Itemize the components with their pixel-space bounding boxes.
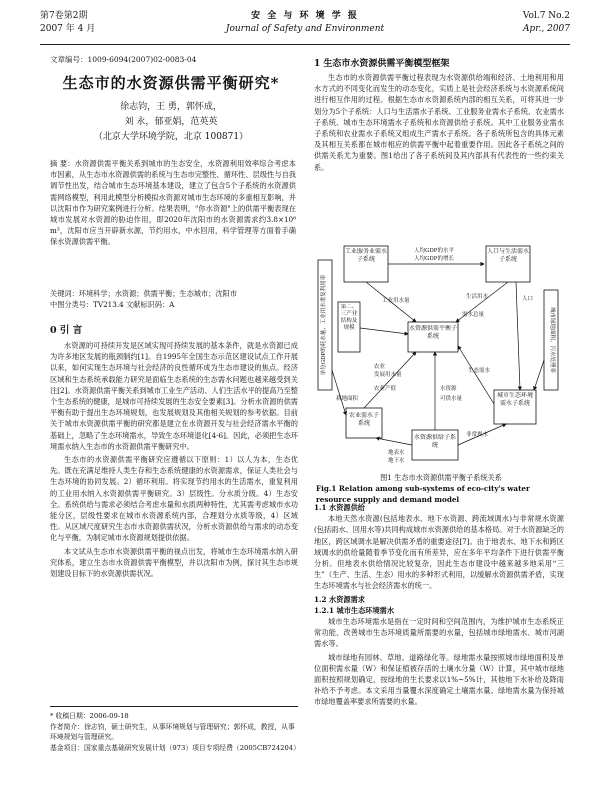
ecology-label-wrap (495, 392, 535, 422)
footnote-author: 作者简介：徐志钧，硕士研究生，从事环境规划与管理研究；郭怀成，教授，从事环境规划与管理研究。 (50, 722, 295, 742)
supply-label-wrap (413, 434, 457, 458)
section-1-2-1-heading: 1.2.1 城市生态环境需水 (314, 605, 395, 615)
classification: 中图分类号：TV213.4 文献标识码：A (50, 300, 175, 310)
relation-label: 农业 (374, 364, 386, 370)
balance-label: 水资源供需平衡子系统 (409, 325, 457, 340)
right-vertical-label: 城市绿地面积、污水处理率 (549, 306, 555, 374)
section-1-1-body (314, 502, 564, 710)
relation-label: 地下水 (388, 458, 405, 464)
abstract: 摘 要：水资源供需平衡关系到城市的生态安全，水资源利用效率综合考虑本市因素，从生态市水资源供需的系统与生态市完整性、循环性、层级性与自我调节性出发，结合城市生态环境基本建设，建立了包含5个子系统的水资源供需网络模型，利用此模型分析模拟水资源对城市生态环境的多重相互影响，并以沈阳市作为研究案例进行分析。结果表明，"你水资源"上的供需平衡表现在城市发展对水资源的胁迫作用，即2020年沈阳市的水资源需求约3.8×10⁸ m³，沈阳市应当开辟新水源，节约用水，中水回用，科学管理等方面着手确保水资源供需平衡。 (50, 159, 296, 247)
intro-paragraph: 生态市的水资源供需平衡研究应遵循以下原则：1）以人为本，生态优先。既在充满足维持人类生存和生态系统健康的水资源需求，保证人类社会与生态环境的协同发展。2）循环利用。将实现节约用水的生活需水，重复利用的工业用水纳入水资源供需平衡研究。3）层级性。分水质分级。4）生态安全。系统供给与需求必须结合考虑水量和水质两种特性，尤其需考虑城市水功能分区，层级性要求在城市水资源系统内部，合理划分水质等级，4）区域性。从区域尺度研究生态市水资源供需状况，分析水资源供给与需求的动态变化与平衡，为制定城市水资源规划提供依据。 (50, 455, 298, 543)
relation-label: 耕地面积 (336, 396, 359, 402)
population-label: 人口与生活需水子系统 (487, 248, 529, 263)
figure-caption-cn: 图1 生态市水资源供需平衡子系统关系 (380, 473, 502, 482)
figure-caption-en: Fig.1 Relation among sub-systems of eco-city's water resource supply and demand model (316, 484, 530, 504)
running-header (40, 8, 570, 45)
journal-name-cn: 安 全 与 环 境 学 报 (251, 11, 359, 21)
arrow (516, 282, 520, 390)
left-vertical-label: 单位GDP的耗水量、工业用水重复利用率 (321, 274, 327, 376)
relation-label: 人均GDP的水平 (414, 248, 455, 254)
authors-line-1: 徐志钧，王 勇，郭怀成， (120, 102, 222, 112)
volume-issue: 第7卷第2期 (40, 11, 88, 21)
section-introduction-heading: 0 引 言 (50, 325, 83, 336)
section-1-2-1-paragraph: 城市生态环境需水是指在一定时间和空间范围内，为维护城市生态系统正常功能、改善城市生态环境质量所需要的水量，包括城市绿地需水、城市河湖需水等。 (314, 617, 564, 649)
footnote-fund: 基金项目：国家重点基础研究发展计划（973）项目专项经费（2005CB724204） (50, 743, 300, 752)
header-right (523, 10, 570, 36)
publication-date: 2007 年 4 月 (40, 24, 96, 34)
relation-label: 人口 (522, 296, 534, 302)
section-1-2-heading: 1.2 水资源需求 (314, 594, 365, 604)
intro-paragraph: 本文试从生态市水资源供需平衡的视点出发，将城市生态环境需水纳入研究体系，建立生态市水资源供需平衡模型，并以沈阳市为例，探讨其生态市规划建设目标下的水资源供需状况。 (50, 546, 298, 579)
authors-line-2: 刘 永，郁亚娟，范英英 (124, 117, 218, 127)
ecology-label: 城市生态环境需水子系统 (496, 392, 533, 407)
industry-label: 工业服务业需水子系统 (345, 248, 387, 263)
relation-label: 需水总量 (462, 312, 485, 318)
figure-caption (316, 472, 566, 505)
production-label: 第二、三产业结构及规模 (340, 304, 358, 331)
relation-label: 地表水 (388, 450, 405, 456)
intro-paragraph: 水资源的可持续开发是区域实现可持续发展的基本条件，就是水资源已成为许多地区发展的瓶颈制约[1]。自1995年全国生态示范区建设试点工作开展以来，如何实现生态环境与社会经济的良性循环成为生态市建设的焦点。经济区域和生态系统承载能力研究是面临生态系统的生态需水问题也越来越受到关注[2]。水资源供需平衡关系到城市工业生产活动、人们生活水平的提高乃至整个生态系统的健康，是城市可持续发展的生态安全要素[3]。分析水资源的供需平衡有助于提出生态环境规划，也发展规划及其他相关规划的参考依据。目前关于城市水资源供需平衡的研究都是建立在水资源开发与社会经济需水平衡的基础上，忽略了生态环境需水，导致生态环境退化[4-6]。因此，必须把生态环境需水纳入生态市的水资源供需平衡研究中。 (50, 341, 298, 451)
journal-name-en: Journal of Safety and Environment (225, 24, 385, 34)
author-block (44, 100, 298, 145)
keyword-block (50, 288, 296, 310)
relation-label: 生态需水 (468, 368, 491, 374)
arrow (360, 328, 408, 334)
arrow (364, 352, 416, 408)
section-1-heading: 1 生态市水资源供需平衡模型框架 (314, 59, 450, 69)
arrow (458, 346, 494, 404)
date-en: Apr., 2007 (522, 24, 570, 34)
section-1-1-paragraph: 本地天然水资源(包括地表水、地下水资源、跨流域调水)与非常规水资源(包括雨水、回用水等)共同构成城市水资源供给的基本格局。对于水资源缺乏的地区，跨区域调水是解决供需矛盾的重要途径[7]。由于地表水、地下水和跨区域调水的供给量随着季节变化而有所差异，应在多年平均条件下进行供需平衡分析。但地表水供给情况比较复杂，因此生态市建设中越来越多地采用“三生”（生产、生活、生态）用水的多种形式利用，以缓解水资源供需矛盾，实现生态环境需水与社会经济需水的统一。 (314, 514, 564, 591)
section-1-body (314, 72, 564, 175)
relation-label: 农业产值 (374, 386, 397, 392)
footnote-received: * 收稿日期：2006-09-18 (50, 712, 129, 720)
arrow (376, 438, 412, 445)
relation-label: 生活用水 (466, 294, 489, 300)
agriculture-label-wrap (347, 412, 381, 436)
affiliation: （北京大学环境学院，北京 100871） (93, 132, 249, 142)
introduction-body (50, 340, 298, 581)
relation-label: 非常规水 (466, 432, 489, 438)
figure-1-diagram (316, 240, 560, 470)
arrow (534, 360, 544, 390)
industry-label-wrap (345, 248, 387, 280)
footnote (50, 706, 298, 753)
relation-label: 水资源 (440, 386, 457, 392)
keywords: 关键词：环境科学；水资源；供需平衡；生态城市；沈阳市 (50, 289, 237, 298)
relation-label: 可供水量 (440, 396, 463, 402)
section-1-2-1-paragraph: 城市绿地有园林、草地、道路绿化等。绿地需水量按照城市绿地面积及单位面积需水量（W）和保证植被存活的土壤水分量（W）计算，其中城市绿地面积按照规划确定，按绿地的生长要求以1%~5%计，其他地下水补给及降雨补给不予考虑。本文采用当量覆水深度确定土壤需水量。绿地需水量为保持城市绿地覆盖率要求所需要的水量。 (314, 652, 564, 707)
section-1-paragraph: 生态市的水资源供需平衡过程表现为水资源供给端和经济、土地利用和用水方式的不同变化而发生的动态变化，实质上是社会经济系统与水资源系统间进行相互作用的过程。根据生态市水资源系统内部的相互关系，可将其进一步划分为5个子系统：人口与生活需水子系统、工业服务业需水子系统、农业需水子系统、城市生态环境需水子系统和水资源供给子系统。其中工业服务业需水子系统和农业需水子系统又组成生产需水子系统。各子系统所包含的具体元素及其相互关系都在城市相应的供需平衡中起着重要作用。因此各子系统之间的供需关系尤为重要。图1给出了各子系统间及其内部具有代表性的一些约束关系。 (314, 73, 564, 172)
population-label-wrap (487, 248, 529, 280)
balance-label-wrap (409, 325, 457, 351)
volume-en: Vol.7 No.2 (522, 11, 570, 21)
article-number: 文章编号：1009-6094(2007)02-0083-04 (50, 55, 197, 64)
supply-label: 水资源供给子系统 (413, 434, 456, 449)
production-label-wrap (339, 304, 359, 350)
header-center (40, 10, 570, 36)
relation-label: 发展用水量 (374, 372, 402, 378)
relation-label: 人均GDP的增长 (414, 256, 455, 262)
section-1-1-heading: 1.1 水资源供给 (314, 503, 365, 512)
paper-title: 生态市的水资源供需平衡研究* (62, 74, 280, 92)
arrow (332, 370, 346, 415)
relation-label: 工业用水量 (382, 298, 410, 304)
agriculture-label: 农业需水子系统 (348, 412, 379, 427)
